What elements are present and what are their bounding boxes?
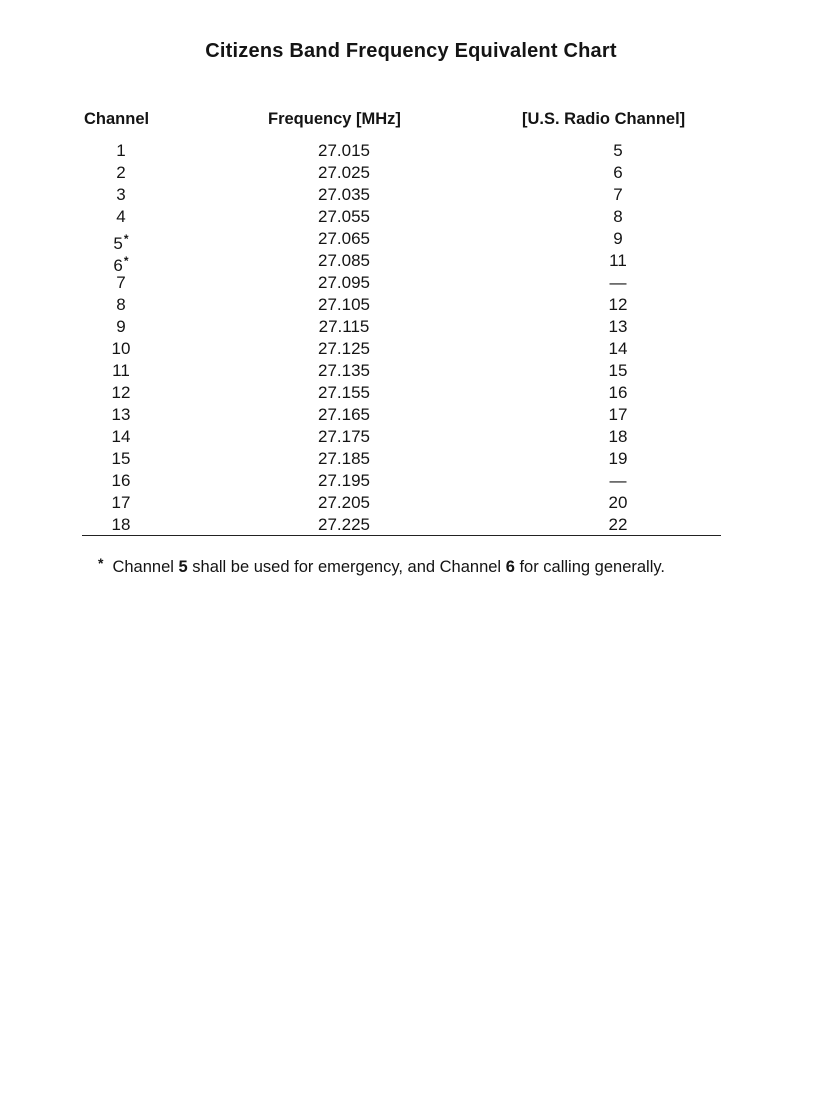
us-channel-cell: 22 [608, 515, 628, 534]
table-row [0, 514, 822, 536]
us-channel-cell: 14 [608, 339, 628, 358]
us-channel-cell: 17 [608, 405, 628, 424]
channel-number: 3 [116, 185, 126, 204]
table-row [0, 228, 822, 253]
channel-cell [96, 140, 146, 162]
channel-cell [96, 316, 146, 338]
footnote-emergency-channel: 5 [178, 558, 188, 576]
frequency-table [0, 140, 822, 536]
frequency-cell: 27.185 [318, 449, 370, 468]
footnote [98, 555, 665, 577]
table-row [0, 426, 822, 448]
footnote-text-3: for calling generally. [514, 558, 665, 576]
footnote-text-1: Channel [112, 558, 179, 576]
frequency-cell: 27.115 [318, 317, 370, 336]
page-title: Citizens Band Frequency Equivalent Chart [205, 40, 617, 62]
table-row [0, 338, 822, 360]
table-bottom-rule [82, 535, 721, 536]
channel-cell [96, 492, 146, 514]
us-channel-cell: 5 [613, 141, 623, 160]
channel-cell [96, 272, 146, 294]
channel-cell [96, 206, 146, 228]
channel-number: 8 [116, 295, 126, 314]
channel-number: 18 [111, 515, 131, 534]
channel-number: 13 [111, 405, 131, 424]
us-channel-cell: — [609, 273, 627, 292]
frequency-cell: 27.065 [318, 229, 370, 248]
us-channel-cell: 16 [608, 383, 628, 402]
channel-number: 4 [116, 207, 126, 226]
channel-cell [96, 426, 146, 448]
frequency-cell: 27.165 [318, 405, 370, 424]
us-channel-cell: 18 [608, 427, 628, 446]
us-channel-cell: 12 [608, 295, 628, 314]
table-row [0, 206, 822, 228]
table-row [0, 448, 822, 470]
us-channel-cell: 15 [608, 361, 628, 380]
us-channel-cell: 6 [613, 163, 623, 182]
us-channel-cell: 9 [613, 229, 623, 248]
channel-cell [96, 404, 146, 426]
channel-footnote-marker: * [123, 254, 129, 268]
channel-number: 6 [113, 256, 123, 275]
table-row [0, 382, 822, 404]
channel-cell [96, 470, 146, 492]
us-channel-cell: 7 [613, 185, 623, 204]
table-row [0, 184, 822, 206]
table-row [0, 404, 822, 426]
channel-cell [96, 338, 146, 360]
column-header-frequency: Frequency [MHz] [268, 110, 401, 128]
frequency-cell: 27.125 [318, 339, 370, 358]
frequency-cell: 27.085 [318, 251, 370, 270]
frequency-cell: 27.135 [318, 361, 370, 380]
channel-number: 5 [113, 234, 123, 253]
us-channel-cell: 20 [608, 493, 628, 512]
us-channel-cell: 19 [608, 449, 628, 468]
channel-number: 17 [111, 493, 131, 512]
channel-number: 16 [111, 471, 131, 490]
frequency-cell: 27.205 [318, 493, 370, 512]
frequency-cell: 27.055 [318, 207, 370, 226]
frequency-cell: 27.105 [318, 295, 370, 314]
frequency-cell: 27.195 [318, 471, 370, 490]
column-header-channel: Channel [84, 110, 150, 128]
channel-cell [96, 184, 146, 206]
channel-number: 10 [111, 339, 131, 358]
frequency-cell: 27.095 [318, 273, 370, 292]
channel-cell [96, 360, 146, 382]
frequency-cell: 27.225 [318, 515, 370, 534]
us-channel-cell: 11 [609, 251, 627, 270]
column-header-us-radio-channel: [U.S. Radio Channel] [522, 110, 686, 128]
channel-footnote-marker: * [123, 232, 129, 246]
frequency-cell: 27.155 [318, 383, 370, 402]
channel-number: 15 [111, 449, 131, 468]
table-row [0, 470, 822, 492]
channel-number: 2 [116, 163, 126, 182]
footnote-calling-channel: 6 [505, 558, 515, 576]
us-channel-cell: — [609, 471, 627, 490]
table-row [0, 316, 822, 338]
channel-number: 12 [111, 383, 131, 402]
table-row [0, 162, 822, 184]
table-row [0, 140, 822, 162]
footnote-text-2: shall be used for emergency, and Channel [187, 558, 506, 576]
channel-cell [96, 162, 146, 184]
table-row [0, 250, 822, 275]
channel-number: 7 [116, 273, 126, 292]
table-row [0, 492, 822, 514]
table-row [0, 360, 822, 382]
footnote-asterisk: * [98, 555, 104, 571]
frequency-cell: 27.035 [318, 185, 370, 204]
channel-number: 11 [112, 361, 130, 380]
channel-cell [96, 514, 146, 536]
table-row [0, 272, 822, 294]
frequency-cell: 27.015 [318, 141, 370, 160]
channel-number: 1 [116, 141, 126, 160]
table-row [0, 294, 822, 316]
channel-number: 9 [116, 317, 126, 336]
channel-number: 14 [111, 427, 131, 446]
us-channel-cell: 13 [608, 317, 628, 336]
frequency-cell: 27.175 [318, 427, 370, 446]
channel-cell [96, 382, 146, 404]
frequency-cell: 27.025 [318, 163, 370, 182]
channel-cell [96, 448, 146, 470]
channel-cell [96, 294, 146, 316]
us-channel-cell: 8 [613, 207, 623, 226]
